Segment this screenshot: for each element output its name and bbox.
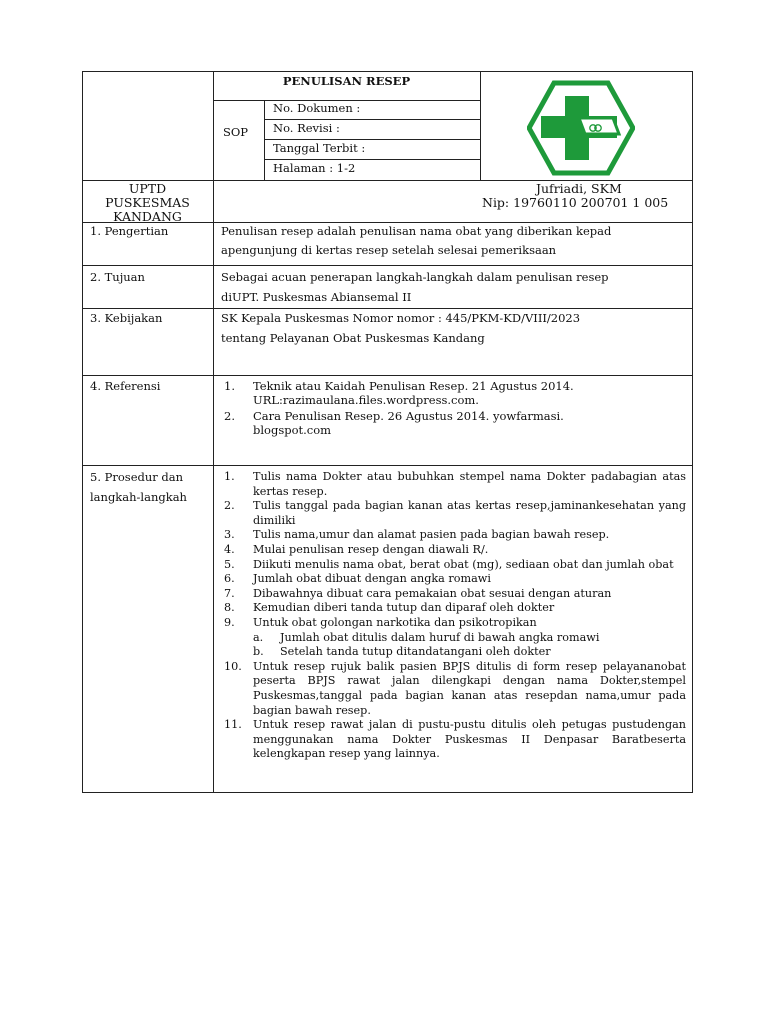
field-no-dokumen: No. Dokumen : <box>273 101 361 115</box>
list-item-number: 2. <box>224 409 235 423</box>
list-item-number: 8. <box>224 601 235 615</box>
column-divider-sop <box>264 100 265 180</box>
row-divider-field-3 <box>264 159 480 160</box>
kebijakan-line-2: tentang Pelayanan Obat Puskesmas Kandang <box>221 331 485 345</box>
list-item-text: Tulis nama Dokter atau bubuhkan stempel nama Dokter padabagian atas kertas resep. <box>253 470 686 498</box>
list-item-number: 4. <box>224 542 235 556</box>
list-item <box>224 470 686 499</box>
row-divider-kebijakan <box>82 308 693 309</box>
column-divider-logo <box>480 71 481 180</box>
row-divider-prosedur <box>82 465 693 466</box>
puskesmas-logo <box>527 80 635 176</box>
list-item-number: 6. <box>224 572 235 586</box>
org-line-3: KANDANG <box>113 209 182 224</box>
list-item-text: Mulai penulisan resep dengan diawali R/. <box>253 542 489 556</box>
row-divider-tujuan <box>82 265 693 266</box>
list-item <box>224 601 686 616</box>
list-item-text: Jumlah obat dibuat dengan angka romawi <box>253 572 491 586</box>
list-item-number: 5. <box>224 557 235 571</box>
label-referensi: 4. Referensi <box>90 379 161 393</box>
list-item-number: 1. <box>224 470 235 483</box>
kebijakan-line-1: SK Kepala Puskesmas Nomor nomor : 445/PKM-KD/VIII/2023 <box>221 311 581 325</box>
list-item-text: Tulis nama,umur dan alamat pasien pada bagian bawah resep. <box>253 528 610 542</box>
org-line-1: UPTD <box>128 181 167 196</box>
sub-list-item <box>224 631 686 646</box>
list-item <box>224 572 686 587</box>
field-tanggal-terbit: Tanggal Terbit : <box>273 141 366 155</box>
list-item-text: Tulis tanggal pada bagian kanan atas kertas resep,jaminankesehatan yang dimiliki <box>253 499 686 527</box>
list-item <box>224 718 686 762</box>
list-item-text: Untuk resep rawat jalan di pustu-pustu ditulis oleh petugas pustudengan menggunakan nama Dokter Puskesmas II Denpasar Baratbeserta kelengkapan resep yang lainnya. <box>253 718 686 761</box>
tujuan-line-1: Sebagai acuan penerapan langkah-langkah dalam penulisan resep <box>221 270 609 284</box>
list-item-text: Teknik atau Kaidah Penulisan Resep. 21 Agustus 2014. URL:razimaulana.files.wordpress.com. <box>253 379 574 407</box>
list-item-text: Kemudian diberi tanda tutup dan diparaf oleh dokter <box>253 601 555 615</box>
list-item-number: 1. <box>224 379 235 393</box>
list-item-text: Untuk resep rujuk balik pasien BPJS ditulis di form resep pelayananobat peserta BPJS rawat jalan dilengkapi dengan nama Dokter,stempel Puskesmas,tanggal pada bagian kanan atas resepdan nama,umur pada bagian bawah resep. <box>253 659 686 717</box>
sub-list-item-text: Jumlah obat ditulis dalam huruf di bawah angka romawi <box>280 630 600 644</box>
org-line-2: PUSKESMAS <box>105 195 190 210</box>
list-item <box>224 409 629 437</box>
prosedur-list <box>224 470 686 762</box>
field-no-revisi: No. Revisi : <box>273 121 340 135</box>
list-item-text: Cara Penulisan Resep. 26 Agustus 2014. yowfarmasi. blogspot.com <box>253 409 564 437</box>
list-item <box>224 587 686 602</box>
row-divider-field-1 <box>264 119 480 120</box>
list-item <box>224 379 629 407</box>
list-item-text: Dibawahnya dibuat cara pemakaian obat sesuai dengan aturan <box>253 586 612 600</box>
field-halaman: Halaman : 1-2 <box>273 161 356 175</box>
pengertian-line-2: apengunjung di kertas resep setelah selesai pemeriksaan <box>221 243 557 257</box>
row-divider-referensi <box>82 375 693 376</box>
list-item-number: 10. <box>224 659 242 673</box>
list-item <box>224 499 686 528</box>
label-prosedur-line-1: 5. Prosedur dan <box>90 470 184 484</box>
list-item-text: Diikuti menulis nama obat, berat obat (mg), sediaan obat dan jumlah obat <box>253 557 674 571</box>
list-item <box>224 528 686 543</box>
list-item-number: 3. <box>224 528 235 542</box>
referensi-list <box>224 379 629 437</box>
signer-name: Jufriadi, SKM <box>536 181 622 196</box>
list-item <box>224 660 686 718</box>
sub-list-item <box>224 645 686 660</box>
list-item-number: 7. <box>224 586 235 600</box>
row-divider-field-2 <box>264 139 480 140</box>
label-prosedur-line-2: langkah-langkah <box>90 490 187 504</box>
sub-list-item-letter: b. <box>253 645 264 659</box>
signer-nip: Nip: 19760110 200701 1 005 <box>482 195 669 210</box>
label-tujuan: 2. Tujuan <box>90 270 145 284</box>
sub-list-item-text: Setelah tanda tutup ditandatangani oleh dokter <box>280 645 551 659</box>
label-pengertian: 1. Pengertian <box>90 224 169 238</box>
list-item <box>224 616 686 631</box>
label-kebijakan: 3. Kebijakan <box>90 311 163 325</box>
document-title: PENULISAN RESEP <box>282 74 411 88</box>
sub-list-item-letter: a. <box>253 630 264 644</box>
list-item-number: 2. <box>224 499 235 513</box>
pengertian-line-1: Penulisan resep adalah penulisan nama obat yang diberikan kepad <box>221 224 612 238</box>
sop-label: SOP <box>223 125 249 139</box>
list-item-number: 11. <box>224 718 242 732</box>
list-item-number: 9. <box>224 615 235 629</box>
list-item <box>224 558 686 573</box>
list-item <box>224 543 686 558</box>
tujuan-line-2: diUPT. Puskesmas Abiansemal II <box>221 290 412 304</box>
list-item-text: Untuk obat golongan narkotika dan psikotropikan <box>253 615 537 629</box>
